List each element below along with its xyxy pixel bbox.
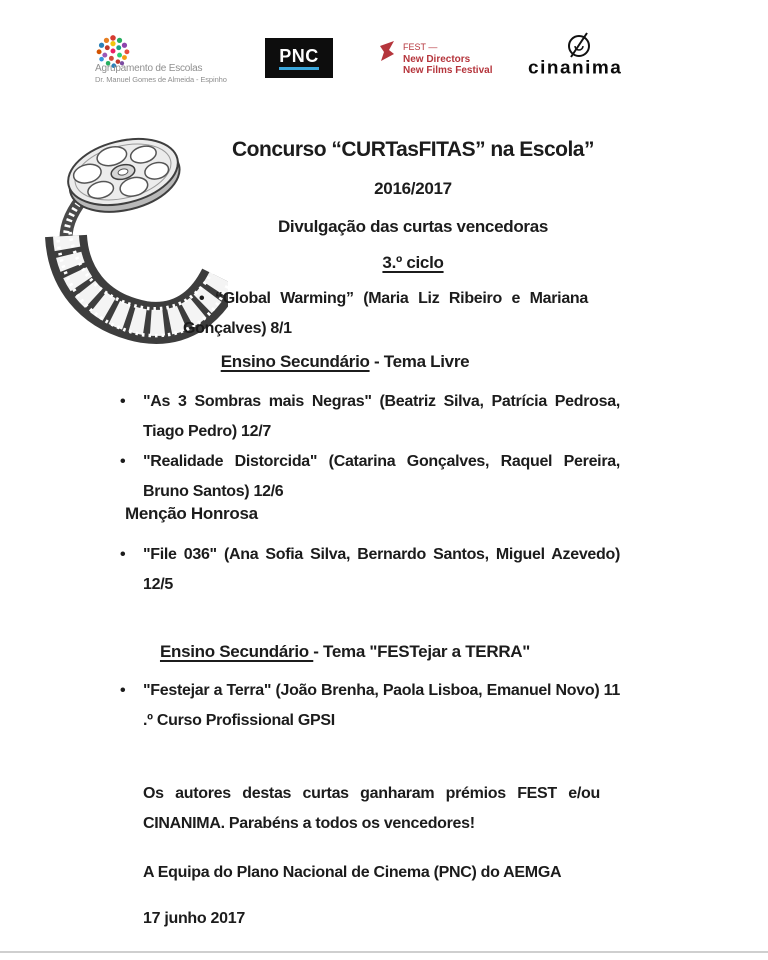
wrap-spacer (183, 284, 199, 310)
bottom-divider (0, 951, 768, 953)
pnc-logo-label: PNC (279, 45, 319, 66)
winner-text: "As 3 Sombras mais Negras" (Beatriz Silva, Patrícia Pedrosa, Tiago Pedro) 12/7 (143, 393, 620, 440)
winner-text: "Realidade Distorcida" (Catarina Gonçalves, Raquel Pereira, Bruno Santos) 12/6 (143, 453, 620, 500)
season-label: 2016/2017 (374, 179, 452, 198)
document-title: Concurso “CURTasFITAS” na Escola” (232, 138, 594, 161)
cycle-winner-bullet (183, 284, 588, 344)
fest-logo (377, 40, 492, 77)
bullet-marker (199, 284, 215, 314)
honorable-mention-heading: Menção Honrosa (125, 504, 258, 523)
list-item (120, 447, 620, 507)
school-logo-text (95, 64, 227, 85)
fest-logo-text (403, 40, 492, 77)
document-subtitle: Divulgação das curtas vencedoras (277, 217, 549, 236)
school-name: Agrupamento de Escolas (95, 63, 203, 74)
fest-line2: New Directors (403, 53, 471, 65)
date-line: 17 junho 2017 (143, 910, 245, 927)
list-item (120, 540, 620, 600)
bullet-marker (120, 676, 143, 706)
bullet-marker (120, 387, 143, 417)
cycle-winner-text: “Global Warming” (Maria Liz Ribeiro e Mariana Gonçalves) 8/1 (183, 290, 588, 337)
pnc-logo-bar (279, 67, 319, 70)
cinanima-reel-icon (566, 31, 592, 59)
cinanima-logo-label: cinanima (528, 58, 623, 79)
winner-text: "Festejar a Terra" (João Brenha, Paola Lisboa, Emanuel Novo) 11 .º Curso Profissional GPSI (143, 682, 620, 729)
congrats-paragraph: Os autores destas curtas ganharam prémios FEST e/ou CINANIMA. Parabéns a todos os vencedores! (143, 785, 600, 832)
secondary-fest-heading: Ensino Secundário - Tema "FESTejar a TERRA" (159, 642, 531, 661)
winner-text: "File 036" (Ana Sofia Silva, Bernardo Santos, Miguel Azevedo) 12/5 (143, 546, 620, 593)
honorable-mention-list (120, 540, 620, 600)
list-item (120, 676, 620, 736)
list-item (120, 387, 620, 447)
fest-line3: New Films Festival (403, 65, 493, 76)
bullet-marker (120, 540, 143, 570)
cycle-heading: 3.º ciclo (382, 253, 444, 272)
secondary-fest-list (120, 676, 620, 736)
fest-mark-icon (377, 40, 395, 62)
school-subname: Dr. Manuel Gomes de Almeida - Espinho (95, 75, 227, 84)
secondary-free-heading: Ensino Secundário - Tema Livre (220, 352, 470, 371)
bullet-marker (120, 447, 143, 477)
signature-line: A Equipa do Plano Nacional de Cinema (PNC) do AEMGA (143, 864, 562, 881)
fest-line1: FEST — (403, 42, 438, 52)
pnc-logo (265, 38, 333, 78)
secondary-free-winners-list (120, 387, 620, 507)
